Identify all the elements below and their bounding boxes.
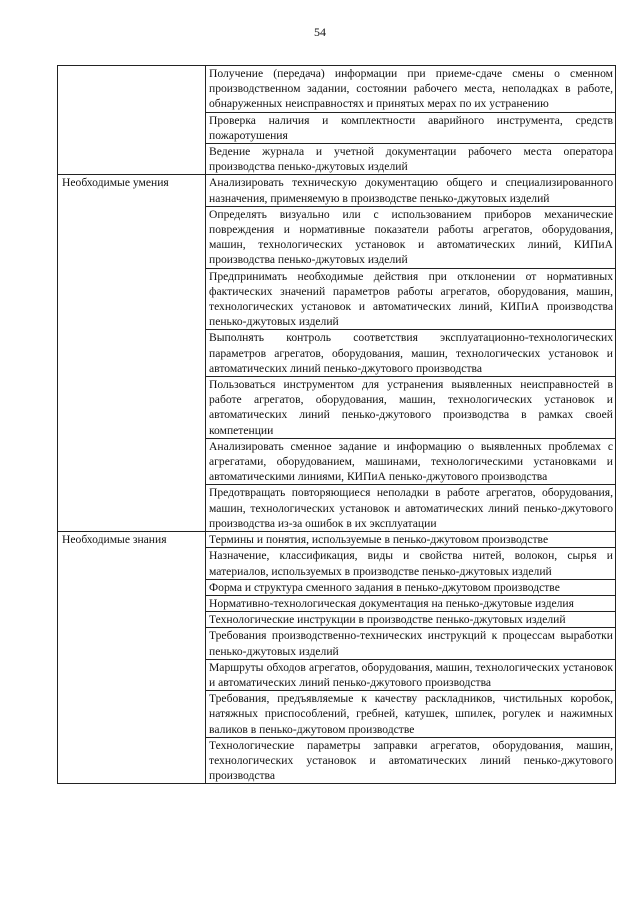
requirement-item: Предотвращать повторяющиеся неполадки в работе агрегатов, оборудования, машин, технологических установок и автоматических линий пенько-джутового производства из-за ошибок в их эксплуатации xyxy=(206,485,616,532)
requirement-item: Форма и структура сменного задания в пенько-джутовом производстве xyxy=(206,579,616,595)
table-row xyxy=(58,66,616,113)
requirement-item: Пользоваться инструментом для устранения выявленных неисправностей в работе агрегатов, оборудования, машин, технологических установок и автоматических линий пенько-джутового производства в рамках своей компетенции xyxy=(206,377,616,439)
competency-table-body xyxy=(58,66,616,784)
requirement-item: Проверка наличия и комплектности аварийного инструмента, средств пожаротушения xyxy=(206,112,616,143)
requirement-item: Маршруты обходов агрегатов, оборудования, машин, технологических установок и автоматических линий пенько-джутового производства xyxy=(206,659,616,690)
requirement-item: Выполнять контроль соответствия эксплуатационно-технологических параметров агрегатов, оборудования, машин, технологических установок и автоматических линий пенько-джутового производства xyxy=(206,330,616,377)
requirement-item: Анализировать сменное задание и информацию о выявленных проблемах с агрегатами, оборудованием, машинами, технологическими установками и автоматическими линиями, КИПиА пенько-джутового производства xyxy=(206,438,616,485)
section-label: Необходимые знания xyxy=(58,532,206,784)
table-row xyxy=(58,175,616,206)
requirement-item: Анализировать техническую документацию общего и специализированного назначения, применяемую в производстве пенько-джутовых изделий xyxy=(206,175,616,206)
requirement-item: Требования, предъявляемые к качеству раскладников, чистильных коробок, натяжных приспособлений, гребней, катушек, шпилек, рогулек и нажимных валиков в пенько-джутовом производстве xyxy=(206,691,616,738)
section-label xyxy=(58,66,206,175)
requirement-item: Технологические параметры заправки агрегатов, оборудования, машин, технологических установок и автоматических линий пенько-джутового производства xyxy=(206,737,616,784)
competency-table xyxy=(57,65,616,784)
requirement-item: Технологические инструкции в производстве пенько-джутовых изделий xyxy=(206,612,616,628)
requirement-item: Термины и понятия, используемые в пенько-джутовом производстве xyxy=(206,532,616,548)
requirement-item: Получение (передача) информации при приеме-сдаче смены о сменном производственном задании, состоянии рабочего места, неполадках в работе, обнаруженных неисправностях и принятых мерах по их устранению xyxy=(206,66,616,113)
requirement-item: Предпринимать необходимые действия при отклонении от нормативных фактических значений параметров работы агрегатов, оборудования, машин, технологических установок и автоматических линий, КИПиА производства пенько-джутовых изделий xyxy=(206,268,616,330)
requirement-item: Нормативно-технологическая документация на пенько-джутовые изделия xyxy=(206,595,616,611)
requirement-item: Требования производственно-технических инструкций к процессам выработки пенько-джутовых изделий xyxy=(206,628,616,659)
requirement-item: Ведение журнала и учетной документации рабочего места оператора производства пенько-джутовых изделий xyxy=(206,144,616,175)
requirement-item: Назначение, классификация, виды и свойства нитей, волокон, сырья и материалов, используемых в производстве пенько-джутовых изделий xyxy=(206,548,616,579)
table-row xyxy=(58,532,616,548)
section-label: Необходимые умения xyxy=(58,175,206,532)
requirement-item: Определять визуально или с использованием приборов механические повреждения и нормативные показатели работы агрегатов, оборудования, машин, технологических установок и автоматических линий, КИПиА производства пенько-джутовых изделий xyxy=(206,206,616,268)
page-number: 54 xyxy=(314,25,326,39)
